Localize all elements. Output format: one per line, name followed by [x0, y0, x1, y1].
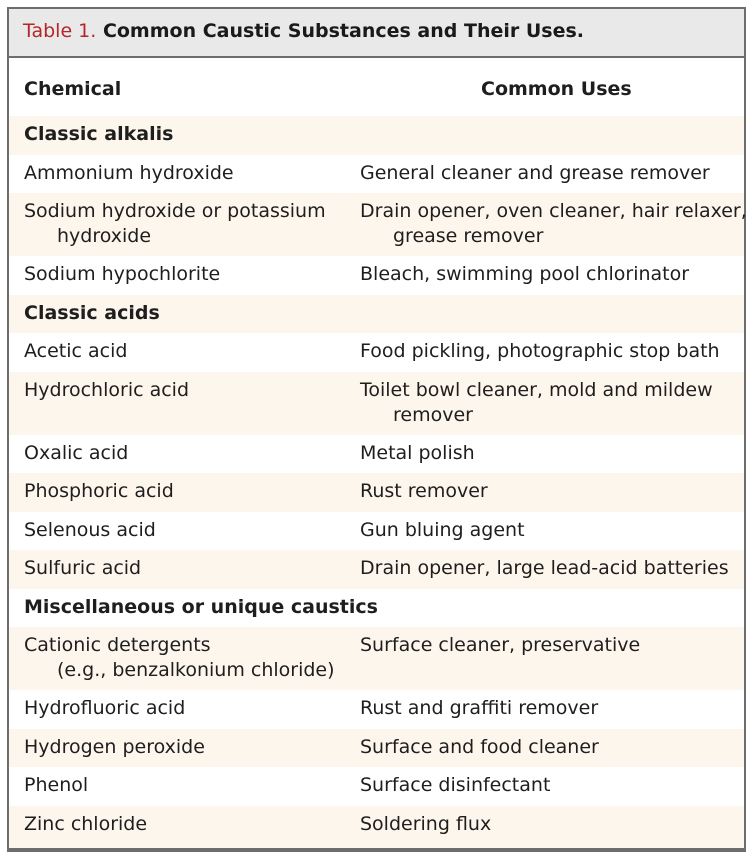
uses-cell: General cleaner and grease remover — [360, 161, 710, 184]
chemical-cell: Sodium hydroxide or potassium — [24, 200, 326, 222]
chemical-cell: Ammonium hydroxide — [24, 161, 234, 184]
table-row — [9, 550, 744, 589]
uses-cell: Metal polish — [360, 441, 475, 464]
uses-cell: Drain opener, oven cleaner, hair relaxer, — [360, 200, 747, 222]
table-row — [9, 435, 744, 474]
table-row — [9, 627, 744, 690]
bottom-rule — [9, 848, 744, 850]
chemical-cell: Sodium hypochlorite — [24, 263, 221, 285]
section-heading: Classic acids — [24, 301, 160, 324]
section-heading: Classic alkalis — [24, 123, 174, 145]
column-header-uses: Common Uses — [481, 78, 632, 100]
uses-cell: Toilet bowl cleaner, mold and mildew — [360, 378, 713, 401]
chemical-cell: Oxalic acid — [24, 441, 129, 464]
uses-cell: Surface disinfectant — [360, 774, 551, 796]
table-number: Table 1. — [23, 20, 97, 42]
section-heading-row — [9, 116, 744, 155]
uses-cell: Rust and graffiti remover — [360, 697, 599, 719]
chemical-cell: Acetic acid — [24, 340, 128, 362]
table-row — [9, 372, 744, 435]
table-caption-bar — [9, 9, 744, 58]
table-title: Common Caustic Substances and Their Uses. — [102, 20, 585, 42]
chemical-cell: Hydrofluoric acid — [24, 697, 186, 719]
table-row — [9, 767, 744, 806]
table-row — [9, 690, 744, 729]
column-header-chemical: Chemical — [24, 78, 122, 100]
uses-cell: Soldering flux — [360, 812, 492, 835]
table-row — [9, 473, 744, 512]
uses-cell: Surface cleaner, preservative — [360, 634, 641, 656]
table-row — [9, 333, 744, 372]
chemical-cell: Zinc chloride — [24, 812, 148, 835]
chemical-cell: Hydrogen peroxide — [24, 735, 205, 758]
chemical-cell: Selenous acid — [24, 518, 156, 541]
chemical-cell: Hydrochloric acid — [24, 378, 190, 401]
uses-cell: grease remover — [393, 225, 544, 247]
table-caption — [23, 20, 584, 42]
table-row — [9, 155, 744, 194]
uses-cell: Food pickling, photographic stop bath — [360, 340, 720, 362]
chemical-cell: Sulfuric acid — [24, 557, 142, 579]
table-row — [9, 806, 744, 845]
section-heading-row — [9, 295, 744, 334]
chemical-cell: Cationic detergents — [24, 634, 211, 656]
caustics-table — [9, 58, 747, 850]
chemical-cell: Phosphoric acid — [24, 480, 174, 502]
uses-cell: Bleach, swimming pool chlorinator — [360, 263, 690, 285]
section-heading: Miscellaneous or unique caustics — [24, 595, 378, 618]
table-figure — [7, 7, 746, 852]
table-row — [9, 256, 744, 295]
uses-cell: Gun bluing agent — [360, 518, 525, 541]
uses-cell: Surface and food cleaner — [360, 735, 599, 758]
uses-cell: Drain opener, large lead-acid batteries — [360, 557, 729, 579]
table-row — [9, 729, 744, 768]
uses-cell: remover — [393, 403, 473, 426]
chemical-cell: hydroxide — [57, 225, 152, 247]
table-row — [9, 193, 747, 256]
table-row — [9, 512, 744, 551]
table-header-row — [9, 58, 744, 116]
section-heading-row — [9, 589, 744, 628]
chemical-cell: Phenol — [24, 774, 89, 796]
uses-cell: Rust remover — [360, 480, 488, 502]
chemical-cell: (e.g., benzalkonium chloride) — [57, 659, 335, 681]
